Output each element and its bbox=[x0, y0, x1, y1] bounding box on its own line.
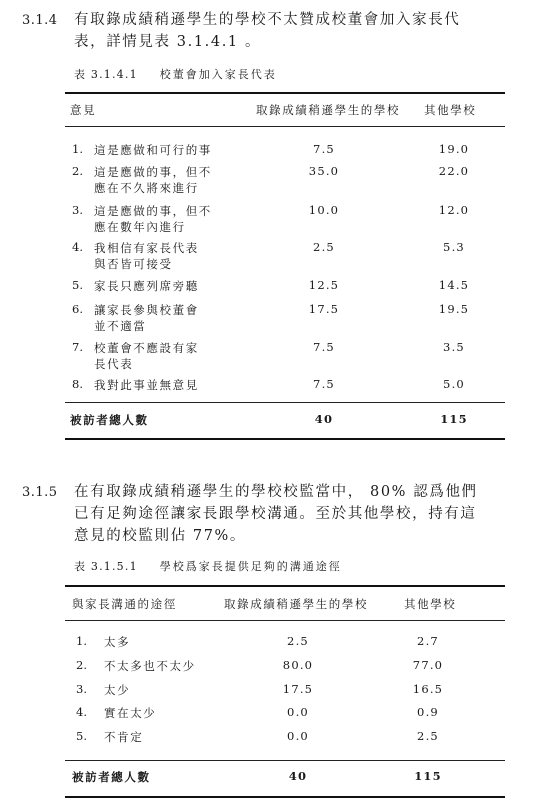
row-label bbox=[104, 634, 130, 650]
row-label-line: 家長只應列席旁聽 bbox=[94, 279, 199, 293]
row-index: 4. bbox=[72, 240, 83, 254]
row-index: 1. bbox=[72, 142, 83, 156]
header-rule bbox=[65, 126, 505, 127]
row-value: 0.0 bbox=[287, 705, 309, 719]
row-value: 2.7 bbox=[417, 634, 439, 648]
row-value: 19.5 bbox=[438, 302, 470, 316]
row-index: 3. bbox=[72, 203, 83, 217]
row-label-line: 不太多也不太少 bbox=[104, 659, 196, 673]
section-paragraph bbox=[74, 481, 478, 547]
total-rule bbox=[65, 760, 505, 761]
row-label-line: 我對此事並無意見 bbox=[94, 378, 199, 392]
row-label-line: 這是應做的事，但不 bbox=[94, 204, 212, 218]
row-value: 14.5 bbox=[438, 278, 470, 292]
row-value: 5.0 bbox=[443, 377, 465, 391]
row-value: 5.3 bbox=[443, 240, 465, 254]
row-value: 35.0 bbox=[308, 164, 340, 178]
row-value: 12.5 bbox=[308, 278, 340, 292]
row-value: 17.5 bbox=[308, 302, 340, 316]
row-value: 2.5 bbox=[417, 729, 439, 743]
row-index: 6. bbox=[72, 302, 83, 316]
column-header: 其他學校 bbox=[404, 597, 457, 611]
table-bottom-rule bbox=[65, 796, 505, 798]
row-label-line: 不肯定 bbox=[104, 730, 144, 744]
row-index: 5. bbox=[76, 729, 87, 743]
row-label bbox=[94, 377, 199, 393]
table-caption bbox=[74, 558, 342, 574]
table-top-rule bbox=[65, 92, 505, 94]
total-label: 被訪者總人數 bbox=[70, 413, 149, 427]
row-index: 5. bbox=[72, 278, 83, 292]
total-rule bbox=[65, 402, 505, 403]
table-title: 學校爲家長提供足夠的溝通途徑 bbox=[159, 560, 342, 573]
row-value: 10.0 bbox=[308, 203, 340, 217]
row-label bbox=[104, 705, 156, 721]
row-value: 2.5 bbox=[287, 634, 309, 648]
paragraph-line: 表，詳情見表 3.1.4.1 。 bbox=[74, 34, 262, 50]
column-header: 與家長溝通的途徑 bbox=[72, 597, 177, 611]
row-label-line: 應在不久將來進行 bbox=[94, 181, 199, 195]
row-label bbox=[94, 164, 212, 196]
row-label bbox=[94, 142, 212, 158]
row-label-line: 太少 bbox=[104, 683, 131, 697]
row-label-line: 實在太少 bbox=[104, 706, 157, 720]
row-value: 7.5 bbox=[313, 142, 335, 156]
row-value: 0.9 bbox=[417, 705, 439, 719]
paragraph-line: 已有足夠途徑讓家長跟學校溝通。至於其他學校，持有這 bbox=[74, 506, 477, 522]
paragraph-line: 意見的校監則佔 77%。 bbox=[74, 528, 247, 544]
column-header: 其他學校 bbox=[424, 103, 477, 117]
row-index: 2. bbox=[76, 658, 87, 672]
row-value: 22.0 bbox=[438, 164, 470, 178]
row-label-line: 並不適當 bbox=[94, 319, 147, 333]
row-value: 17.5 bbox=[282, 682, 314, 696]
section-paragraph bbox=[74, 9, 460, 53]
section-number: 3.1.4 bbox=[22, 13, 58, 28]
column-header: 取錄成績稍遜學生的學校 bbox=[224, 597, 369, 611]
table-number: 表 3.1.4.1 bbox=[74, 68, 138, 81]
total-value: 115 bbox=[440, 412, 468, 426]
row-index: 2. bbox=[72, 164, 83, 178]
row-value: 7.5 bbox=[313, 377, 335, 391]
total-value: 40 bbox=[314, 412, 334, 426]
section-number: 3.1.5 bbox=[22, 485, 58, 500]
row-label-line: 應在數年內進行 bbox=[94, 220, 186, 234]
row-index: 1. bbox=[76, 634, 87, 648]
row-value: 7.5 bbox=[313, 340, 335, 354]
total-value: 115 bbox=[414, 769, 442, 783]
row-value: 0.0 bbox=[287, 729, 309, 743]
paragraph-line: 在有取錄成績稍遜學生的學校校監當中， 80% 認爲他們 bbox=[74, 484, 478, 500]
row-label bbox=[94, 340, 199, 372]
total-value: 40 bbox=[288, 769, 308, 783]
row-label-line: 這是應做的事，但不 bbox=[94, 165, 212, 179]
row-value: 3.5 bbox=[443, 340, 465, 354]
row-index: 8. bbox=[72, 377, 83, 391]
row-value: 19.0 bbox=[438, 142, 470, 156]
row-label-line: 校董會不應設有家 bbox=[94, 341, 199, 355]
row-label-line: 這是應做和可行的事 bbox=[94, 143, 212, 157]
table-caption bbox=[74, 66, 277, 82]
row-index: 7. bbox=[72, 340, 83, 354]
row-value: 2.5 bbox=[313, 240, 335, 254]
column-header: 取錄成績稍遜學生的學校 bbox=[256, 103, 401, 117]
row-label-line: 太多 bbox=[104, 635, 131, 649]
row-label bbox=[94, 278, 199, 294]
header-rule bbox=[65, 620, 505, 621]
table-number: 表 3.1.5.1 bbox=[74, 560, 138, 573]
row-index: 4. bbox=[76, 705, 87, 719]
row-label bbox=[94, 302, 199, 334]
total-label: 被訪者總人數 bbox=[72, 770, 151, 784]
row-label-line: 長代表 bbox=[94, 357, 134, 371]
row-index: 3. bbox=[76, 682, 87, 696]
row-label bbox=[94, 240, 199, 272]
row-value: 80.0 bbox=[282, 658, 314, 672]
row-label bbox=[104, 729, 143, 745]
column-header: 意見 bbox=[70, 103, 97, 117]
row-label-line: 與否皆可接受 bbox=[94, 257, 173, 271]
row-label bbox=[104, 682, 130, 698]
row-value: 77.0 bbox=[412, 658, 444, 672]
paragraph-line: 有取錄成績稍遜學生的學校不太贊成校董會加入家長代 bbox=[74, 12, 461, 28]
row-value: 16.5 bbox=[412, 682, 444, 696]
row-label bbox=[104, 658, 196, 674]
table-title: 校董會加入家長代表 bbox=[159, 68, 277, 81]
row-label bbox=[94, 203, 212, 235]
row-value: 12.0 bbox=[438, 203, 470, 217]
table-top-rule bbox=[65, 585, 505, 587]
row-label-line: 我相信有家長代表 bbox=[94, 241, 199, 255]
row-label-line: 讓家長參與校董會 bbox=[94, 303, 199, 317]
table-bottom-rule bbox=[65, 438, 505, 440]
